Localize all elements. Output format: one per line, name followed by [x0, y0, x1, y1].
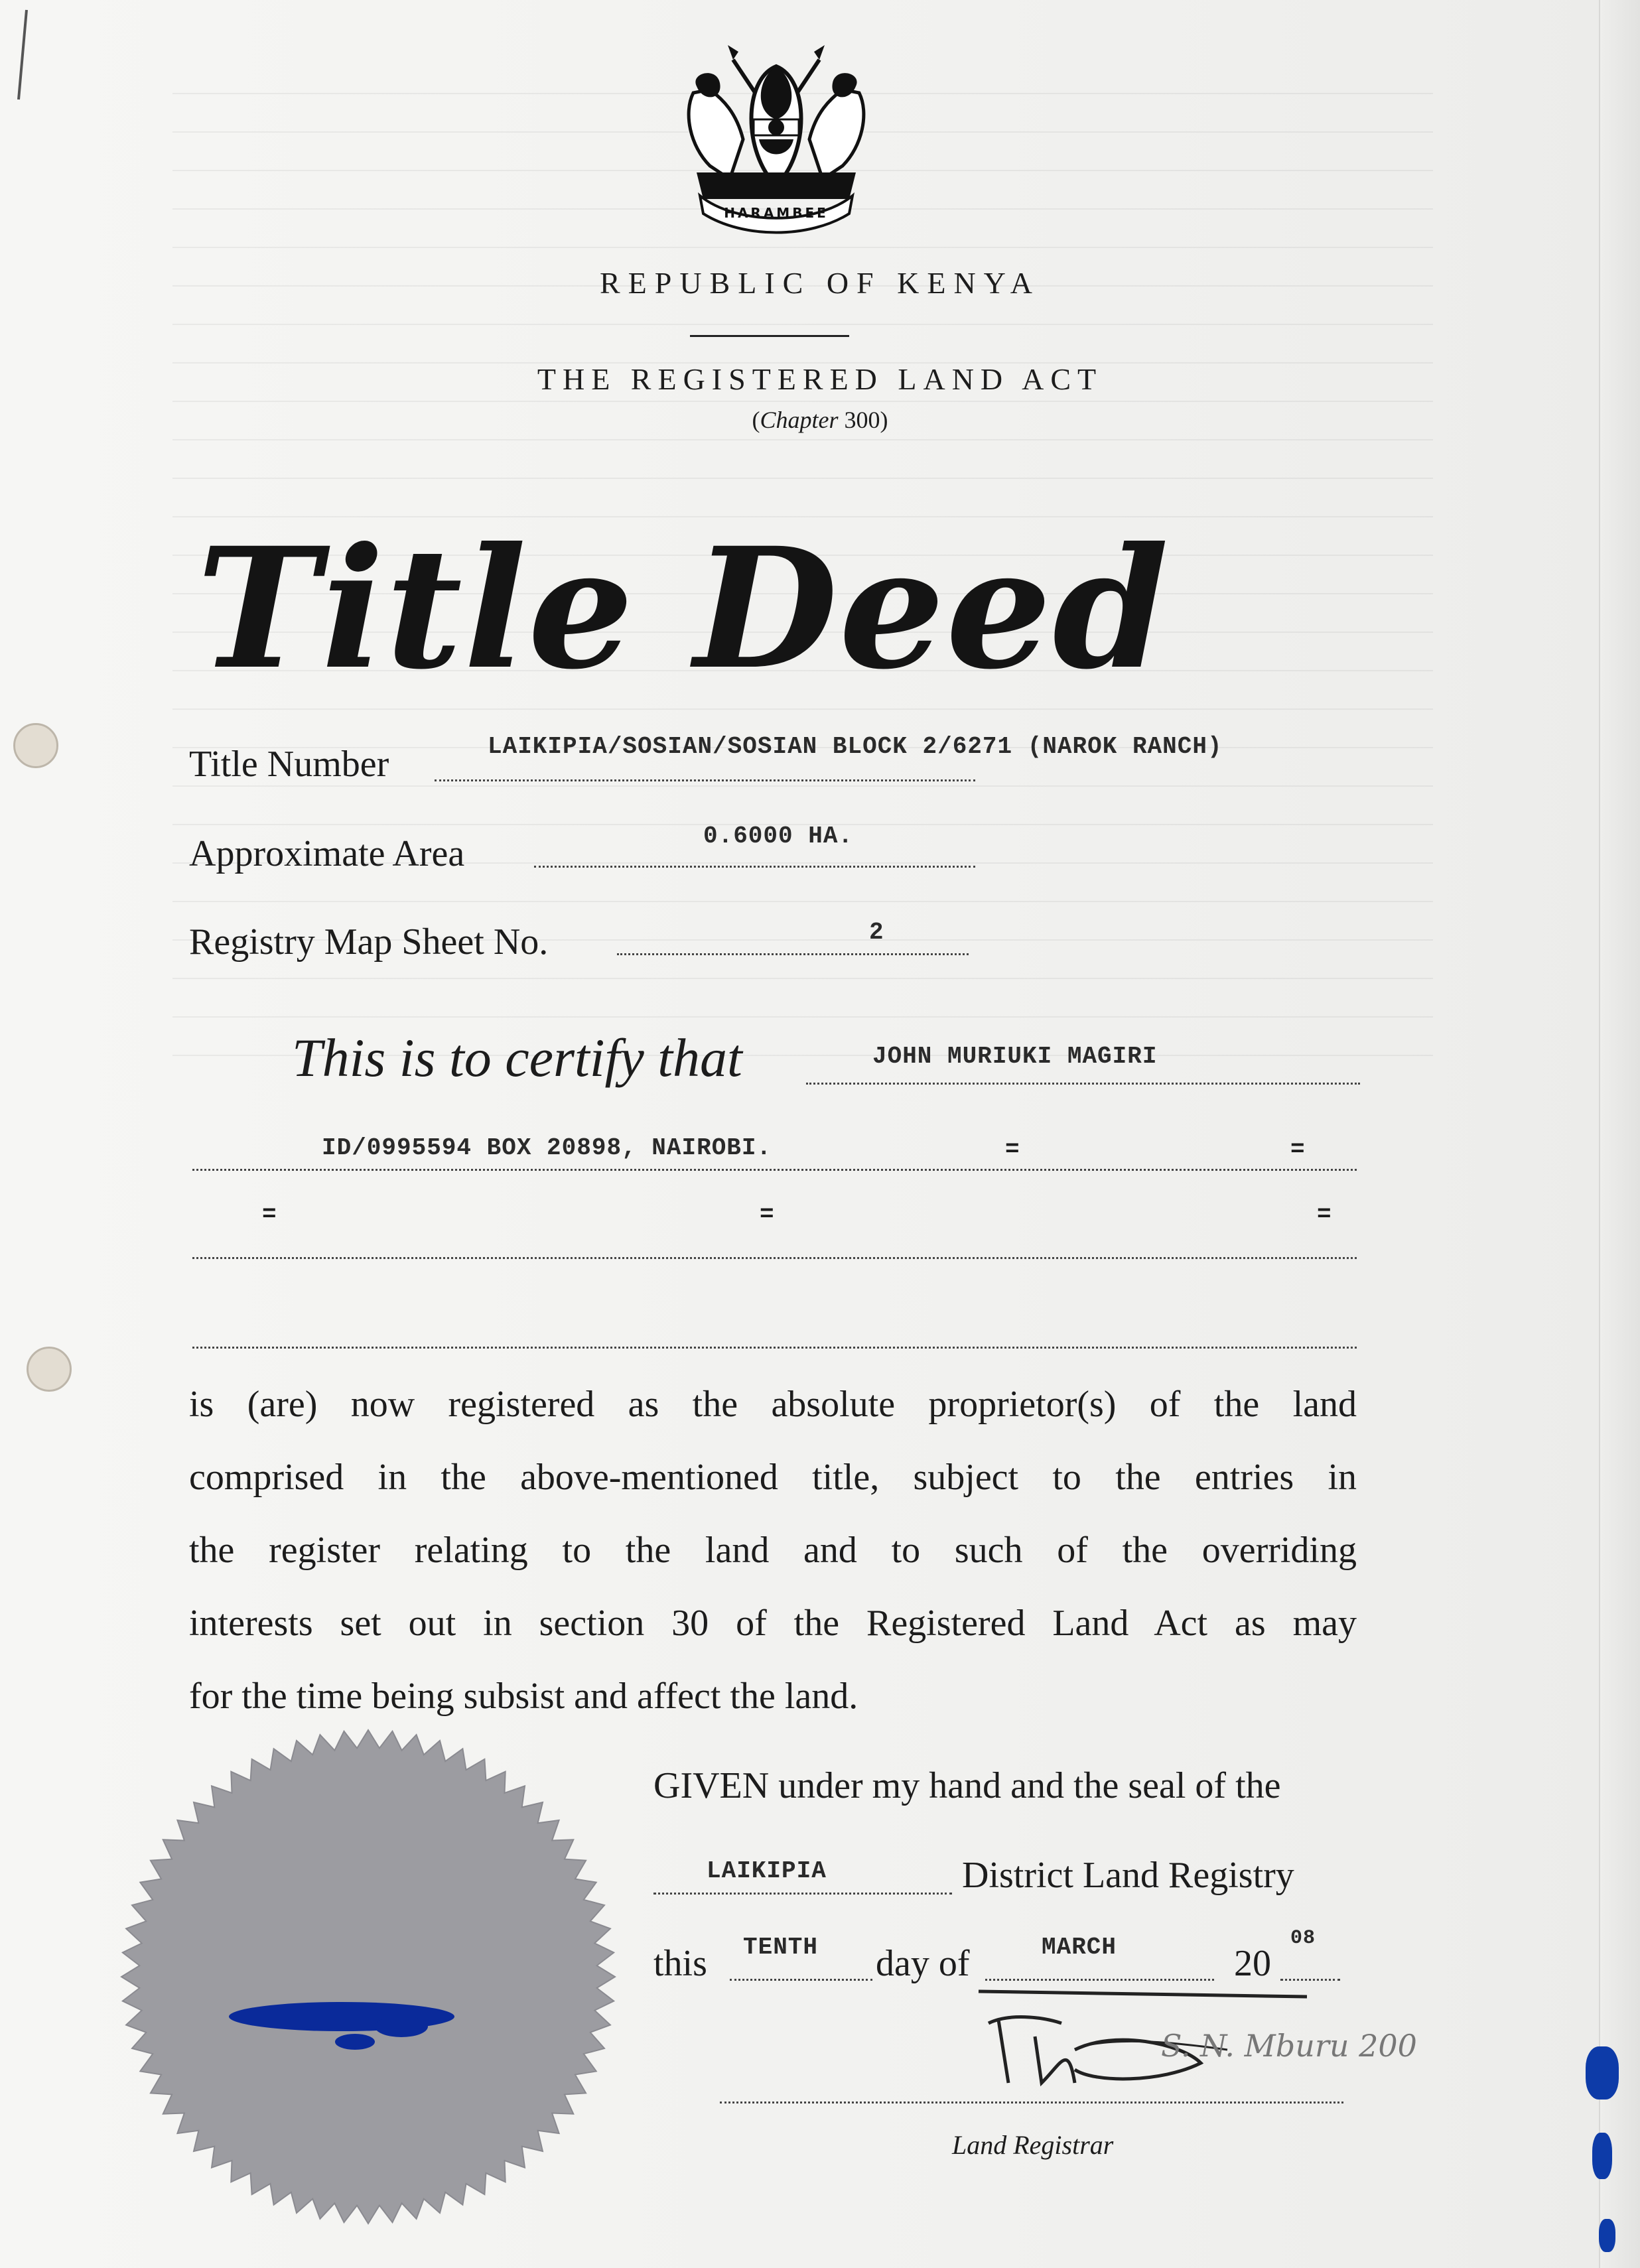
- statement-line: interests set out in section 30 of the Registered Land Act as may: [189, 1603, 1357, 1644]
- signature-text: S. N. Mburu 200: [1161, 2028, 1417, 2064]
- emblem-motto: HARAMBEE: [724, 205, 829, 221]
- chapter-reference: (Chapter 300): [752, 407, 888, 433]
- filler-mark: =: [1317, 1201, 1332, 1228]
- title-number-value: LAIKIPIA/SOSIAN/SOSIAN BLOCK 2/6271 (NAROK RANCH): [488, 733, 1223, 760]
- map-sheet-line: [617, 953, 969, 955]
- proprietor-name: JOHN MURIUKI MAGIRI: [872, 1043, 1158, 1070]
- staple-mark: [7, 7, 33, 106]
- this-label: this: [653, 1943, 707, 1984]
- heading-divider: [690, 335, 849, 337]
- punch-hole: [13, 723, 58, 768]
- statement-line: is (are) now registered as the absolute proprietor(s) of the land: [189, 1384, 1357, 1425]
- month-line: [985, 1979, 1214, 1981]
- filler-mark: =: [1290, 1136, 1305, 1163]
- title-number-line: [435, 779, 975, 781]
- filler-mark: =: [262, 1201, 277, 1228]
- map-sheet-value: 2: [869, 919, 884, 946]
- year-prefix: 20: [1234, 1943, 1271, 1984]
- area-label: Approximate Area: [189, 833, 465, 874]
- district-value: LAIKIPIA: [707, 1857, 827, 1885]
- ink-mark: [1592, 2133, 1612, 2179]
- coat-of-arms-emblem: [670, 40, 882, 239]
- republic-heading: REPUBLIC OF KENYA: [599, 266, 1041, 300]
- day-of-label: day of: [876, 1943, 970, 1984]
- month-value: MARCH: [1042, 1934, 1117, 1961]
- registrar-label: Land Registrar: [952, 2130, 1114, 2160]
- statement-line: comprised in the above-mentioned title, subject to the entries in: [189, 1457, 1357, 1498]
- proprietor-name-line: [806, 1083, 1360, 1085]
- ink-mark: [1599, 2219, 1615, 2252]
- given-statement: GIVEN under my hand and the seal of the: [653, 1765, 1281, 1806]
- proprietor-line-3: [192, 1257, 1357, 1259]
- filler-mark: =: [760, 1201, 774, 1228]
- paper-edge: [1599, 0, 1640, 2268]
- registrar-signature: [962, 1983, 1440, 2096]
- ink-mark: [1586, 2046, 1619, 2100]
- district-label: District Land Registry: [962, 1855, 1294, 1896]
- certify-phrase: This is to certify that: [292, 1028, 742, 1088]
- day-line: [730, 1979, 872, 1981]
- registration-statement: [189, 1383, 1357, 1748]
- statement-line: for the time being subsist and affect the land.: [189, 1676, 858, 1717]
- year-line: [1280, 1979, 1340, 1981]
- act-heading: THE REGISTERED LAND ACT: [537, 362, 1103, 396]
- district-line: [653, 1893, 952, 1895]
- filler-mark: =: [1005, 1136, 1020, 1163]
- day-value: TENTH: [743, 1934, 819, 1961]
- proprietor-line-4: [192, 1347, 1357, 1349]
- area-value: 0.6000 HA.: [703, 823, 854, 850]
- area-line: [534, 866, 975, 868]
- statement-line: the register relating to the land and to such of the overriding: [189, 1530, 1357, 1571]
- title-number-label: Title Number: [189, 744, 389, 785]
- proprietor-details: ID/0995594 BOX 20898, NAIROBI.: [322, 1134, 772, 1162]
- registry-seal: [116, 1725, 620, 2229]
- punch-hole: [27, 1347, 72, 1392]
- signature-line: [720, 2101, 1343, 2103]
- document-title: Title Deed: [196, 511, 1170, 706]
- proprietor-line-2: [192, 1169, 1357, 1171]
- year-suffix: 08: [1290, 1927, 1316, 1950]
- map-sheet-label: Registry Map Sheet No.: [189, 921, 549, 963]
